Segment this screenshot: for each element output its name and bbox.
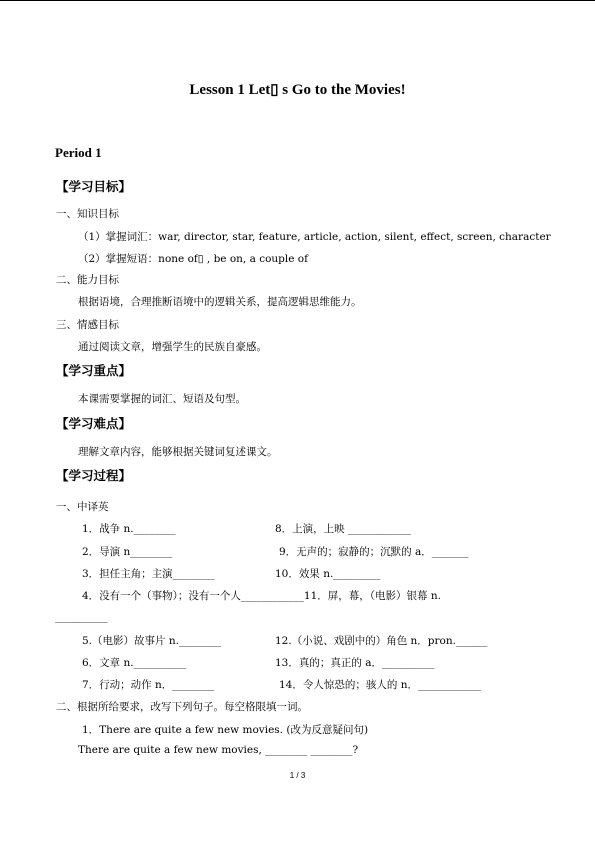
ability-goal-title: 二、能力目标 bbox=[56, 274, 119, 286]
page-number: 1 / 3 bbox=[289, 771, 306, 780]
difficulty-text: 理解文章内容，能够根据关键词复述课文。 bbox=[78, 446, 278, 458]
ability-goal-text: 根据语境，合理推断语境中的逻辑关系，提高逻辑思维能力。 bbox=[78, 296, 362, 308]
vocab-goal: （1）掌握词汇：war, director, star, feature, article, action, silent, effect, screen, character bbox=[78, 231, 551, 243]
phrase-goal: （2）掌握短语：none of▯ , be on, a couple of bbox=[78, 253, 309, 265]
part1-title: 一、中译英 bbox=[56, 501, 109, 513]
lesson-title: Lesson 1 Let▯ s Go to the Movies! bbox=[189, 82, 406, 98]
vocab-item: 12.（小说、戏剧中的）角色 n．pron.______ bbox=[275, 635, 488, 647]
knowledge-goal-title: 一、知识目标 bbox=[56, 208, 119, 220]
goals-heading: 【学习目标】 bbox=[56, 179, 132, 194]
emotion-goal-text: 通过阅读文章，增强学生的民族自豪感。 bbox=[78, 341, 267, 353]
vocab-item: 3．担任主角；主演________ bbox=[82, 568, 215, 580]
vocab-item: 8．上演，上映 ____________ bbox=[275, 523, 412, 535]
emotion-goal-title: 三、情感目标 bbox=[56, 319, 119, 331]
difficulty-heading: 【学习难点】 bbox=[56, 416, 132, 431]
top-rule bbox=[0, 0, 595, 1]
vocab-item: 9．无声的；寂静的；沉默的 a．_______ bbox=[279, 546, 469, 558]
vocab-item: 14．令人惊恐的；骇人的 n．____________ bbox=[279, 679, 481, 691]
process-heading: 【学习过程】 bbox=[56, 468, 132, 483]
vocab-item: 5.（电影）故事片 n.________ bbox=[82, 635, 221, 647]
focus-heading: 【学习重点】 bbox=[56, 363, 132, 378]
question-1: 1．There are quite a few new movies. (改为反意疑问句) bbox=[82, 724, 369, 736]
vocab-item: 6．文章 n.__________ bbox=[82, 657, 187, 669]
vocab-item: 4．没有一个（事物）；没有一个人____________11．屏，幕，（电影）银幕 n. bbox=[82, 590, 441, 602]
vocab-item: 1．战争 n.________ bbox=[82, 523, 176, 535]
vocab-item: 10．效果 n._________ bbox=[275, 568, 381, 580]
period-label: Period 1 bbox=[55, 145, 102, 160]
question-1-answer-line: There are quite a few new movies, ________ ________? bbox=[78, 744, 359, 756]
vocab-item-continued: __________ bbox=[55, 611, 108, 623]
focus-text: 本课需要掌握的词汇、短语及句型。 bbox=[78, 393, 246, 405]
vocab-item: 13．真的；真正的 a．__________ bbox=[275, 657, 435, 669]
part2-title: 二、根据所给要求，改写下列句子。每空格限填一词。 bbox=[56, 701, 308, 713]
vocab-item: 2．导演 n________ bbox=[82, 546, 173, 558]
vocab-item: 7．行动；动作 n．________ bbox=[82, 679, 215, 691]
